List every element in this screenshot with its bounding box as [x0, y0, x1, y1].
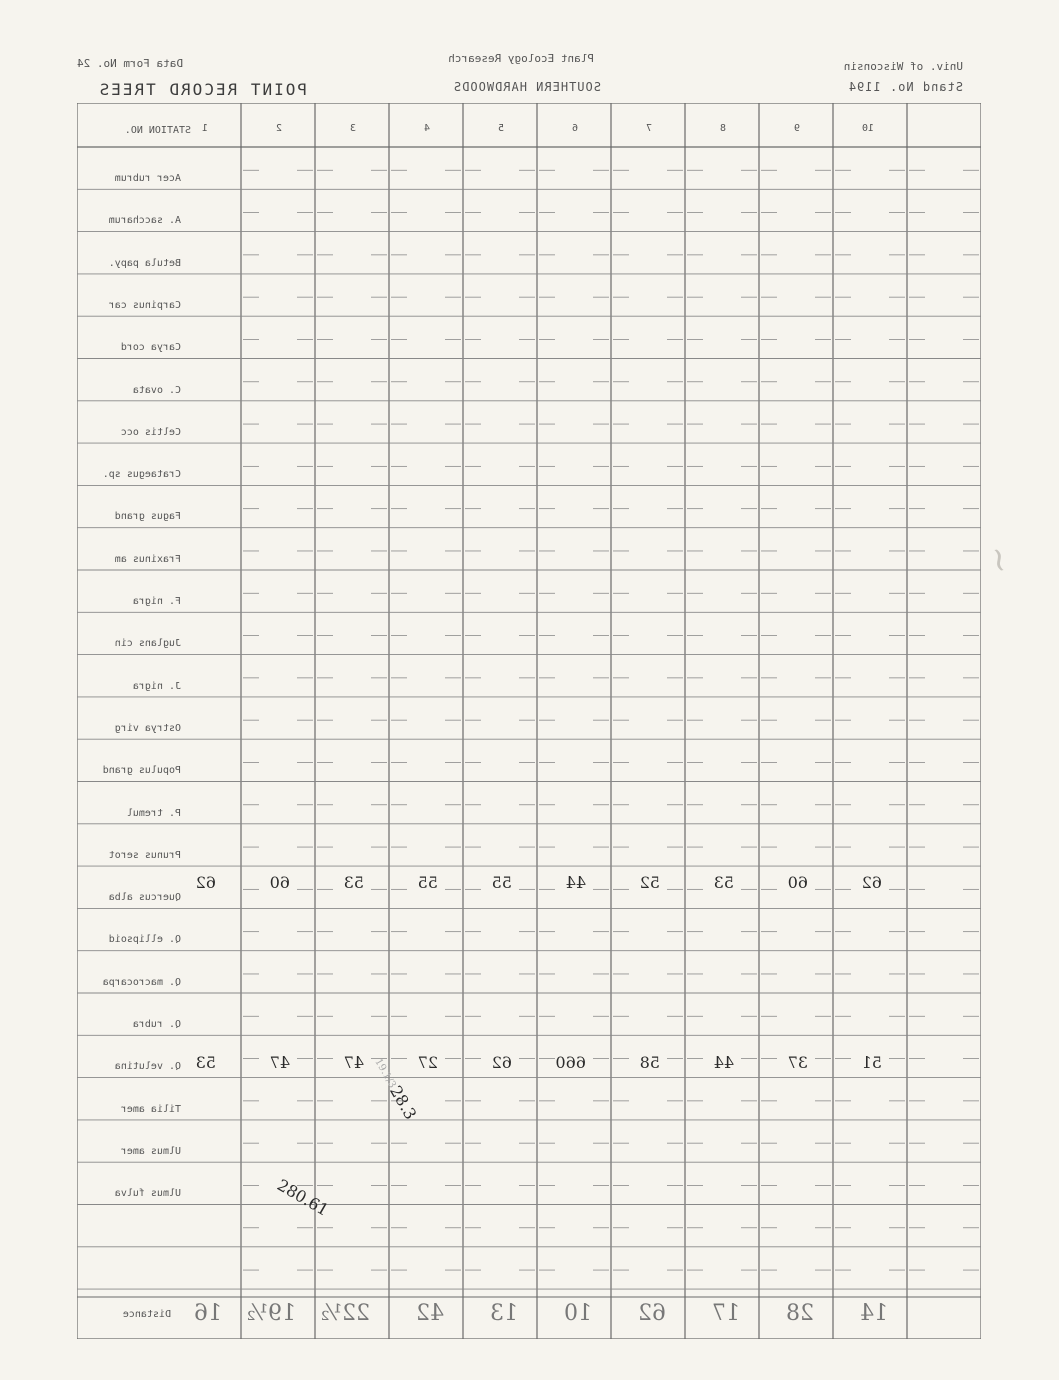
station-number: 1 [201, 123, 208, 134]
q-velutina-entry: 47 [343, 1053, 364, 1072]
university-label: Univ. of Wisconsin [843, 60, 963, 73]
species-label: Carya cord [120, 342, 181, 354]
distance-entry: 28 [786, 1301, 814, 1326]
form-subtitle: SOUTHERN HARDWOODS [452, 80, 601, 94]
quercus-alba-entry: 60 [787, 873, 808, 892]
species-label: Fraxinus am [114, 553, 181, 565]
distance-label: Distance [122, 1309, 171, 1320]
distance-entry: 19½ [246, 1301, 296, 1326]
quercus-alba-entry: 53 [343, 873, 364, 892]
station-number: 7 [645, 123, 652, 134]
species-label: Crataegus sp. [102, 469, 181, 481]
species-label: Q. macrocarpa [102, 976, 181, 988]
quercus-alba-entry: 52 [639, 873, 660, 892]
q-velutina-entry: 27 [417, 1053, 438, 1072]
species-label: Ostrya virg [114, 722, 181, 734]
species-label: Acer rubrum [114, 173, 181, 184]
station-number: 6 [571, 123, 578, 134]
form-title: POINT RECORD TREES [97, 80, 307, 99]
species-label: Populus grand [102, 765, 181, 777]
station-number: 4 [423, 123, 430, 134]
q-velutina-entry: 58 [639, 1053, 660, 1072]
q-velutina-entry: 37 [787, 1053, 808, 1072]
quercus-alba-entry: 62 [861, 873, 882, 892]
margin-note: 28.3 [386, 1082, 421, 1123]
species-label: A. saccharum [108, 215, 181, 227]
distance-entry: 10 [564, 1301, 592, 1326]
station-number: 3 [349, 123, 356, 134]
species-label: Q. velutina [114, 1061, 181, 1073]
margin-note: 19.1/3 [372, 1056, 398, 1091]
station-number: 9 [793, 123, 800, 134]
species-label: Celtis occ [120, 426, 181, 438]
quercus-alba-entry: 44 [565, 873, 586, 892]
distance-entry: 14 [860, 1301, 888, 1326]
q-velutina-entry: 660 [555, 1053, 586, 1072]
quercus-alba-entry: 60 [269, 873, 290, 892]
quercus-alba-entry: 53 [713, 873, 734, 892]
research-label: Plant Ecology Research [448, 52, 594, 65]
form-number: Data Form No. 24 [77, 57, 183, 70]
distance-entry: 42 [416, 1301, 444, 1326]
species-label: Ulmus fulva [114, 1188, 181, 1200]
distance-entry: 16 [194, 1301, 222, 1326]
species-label: Betula papy. [108, 257, 181, 269]
margin-note: 280.61 [274, 1175, 332, 1220]
distance-entry: 22½ [320, 1301, 370, 1326]
distance-entry: 13 [490, 1301, 518, 1326]
quercus-alba-entry: 55 [491, 873, 512, 892]
record-table [77, 103, 981, 1339]
station-number: 10 [861, 123, 874, 134]
station-number: 2 [275, 123, 282, 134]
distance-entry: 17 [712, 1301, 740, 1326]
stand-number: Stand No. 1194 [847, 80, 963, 94]
species-label: P. tremul [126, 807, 181, 819]
q-velutina-entry: 44 [713, 1053, 734, 1072]
species-label: C. ovata [132, 384, 181, 396]
species-label: Quercus alba [108, 892, 181, 904]
q-velutina-entry: 62 [491, 1053, 512, 1072]
species-label: F. nigra [132, 596, 181, 607]
species-label: Ulmus amer [120, 1145, 181, 1157]
station-header: STATION NO. [124, 125, 191, 136]
q-velutina-entry: 47 [269, 1053, 290, 1072]
species-label: J. nigra [132, 680, 181, 692]
side-pencil-mark: ~ [977, 542, 1022, 578]
q-velutina-entry: 51 [861, 1053, 882, 1072]
table-grid-lines [77, 103, 981, 1339]
distance-entry: 62 [638, 1301, 666, 1326]
species-label: Tilia amer [120, 1103, 181, 1115]
species-label: Q. ellipsoid [108, 934, 181, 946]
station-number: 5 [497, 123, 504, 134]
species-label: Prunus serot [108, 849, 181, 861]
species-label: Fagus grand [114, 511, 181, 523]
species-label: Juglans cin [114, 638, 181, 650]
species-label: Carpinus car [108, 299, 181, 311]
species-label: Q. rubra [132, 1019, 181, 1030]
quercus-alba-entry: 62 [195, 873, 216, 892]
quercus-alba-entry: 55 [417, 873, 438, 892]
q-velutina-entry: 53 [195, 1053, 216, 1072]
station-number: 8 [719, 123, 726, 134]
